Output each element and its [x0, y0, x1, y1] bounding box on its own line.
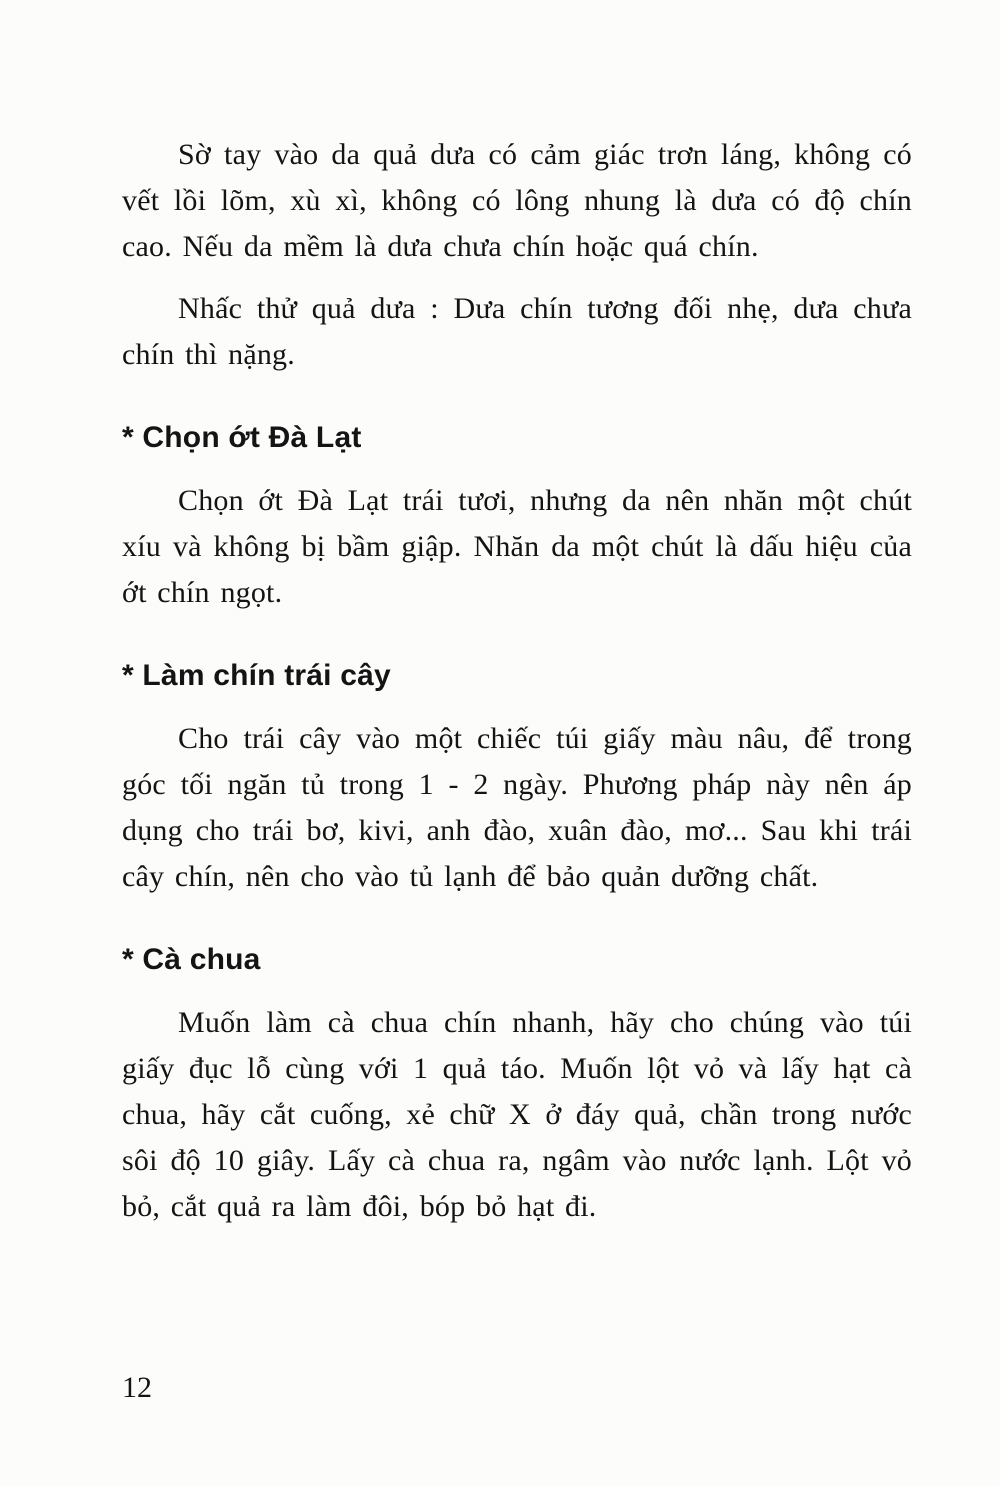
- heading-ca-chua: * Cà chua: [122, 943, 261, 976]
- paragraph-tomato-tips: Muốn làm cà chua chín nhanh, hãy cho chúng vào túi giấy đục lỗ cùng với 1 quả táo. Muốn lột vỏ và lấy hạt cà chua, hãy cắt cuống, xẻ chữ X ở đáy quả, chần trong nước sôi độ 10 giây. Lấy cà chua ra, ngâm vào nước lạnh. Lột vỏ bỏ, cắt quả ra làm đôi, bóp bỏ hạt đi.: [122, 1006, 912, 1223]
- heading-lam-chin-trai-cay: * Làm chín trái cây: [122, 659, 391, 692]
- page-number: 12: [122, 1371, 152, 1404]
- paragraph-melon-weight-test: Nhấc thử quả dưa : Dưa chín tương đối nhẹ, dưa chưa chín thì nặng.: [122, 292, 912, 371]
- paragraph-melon-skin-feel: Sờ tay vào da quả dưa có cảm giác trơn láng, không có vết lồi lõm, xù xì, không có lông nhung là dưa có độ chín cao. Nếu da mềm là dưa chưa chín hoặc quá chín.: [122, 138, 912, 263]
- heading-chon-ot-da-lat: * Chọn ớt Đà Lạt: [122, 421, 362, 454]
- paragraph-dalat-pepper-tips: Chọn ớt Đà Lạt trái tươi, nhưng da nên nhăn một chút xíu và không bị bầm giập. Nhăn da một chút là dấu hiệu của ớt chín ngọt.: [122, 484, 912, 609]
- paragraph-fruit-ripening-method: Cho trái cây vào một chiếc túi giấy màu nâu, để trong góc tối ngăn tủ trong 1 - 2 ngày. Phương pháp này nên áp dụng cho trái bơ, kivi, anh đào, xuân đào, mơ... Sau khi trái cây chín, nên cho vào tủ lạnh để bảo quản dưỡng chất.: [122, 722, 912, 893]
